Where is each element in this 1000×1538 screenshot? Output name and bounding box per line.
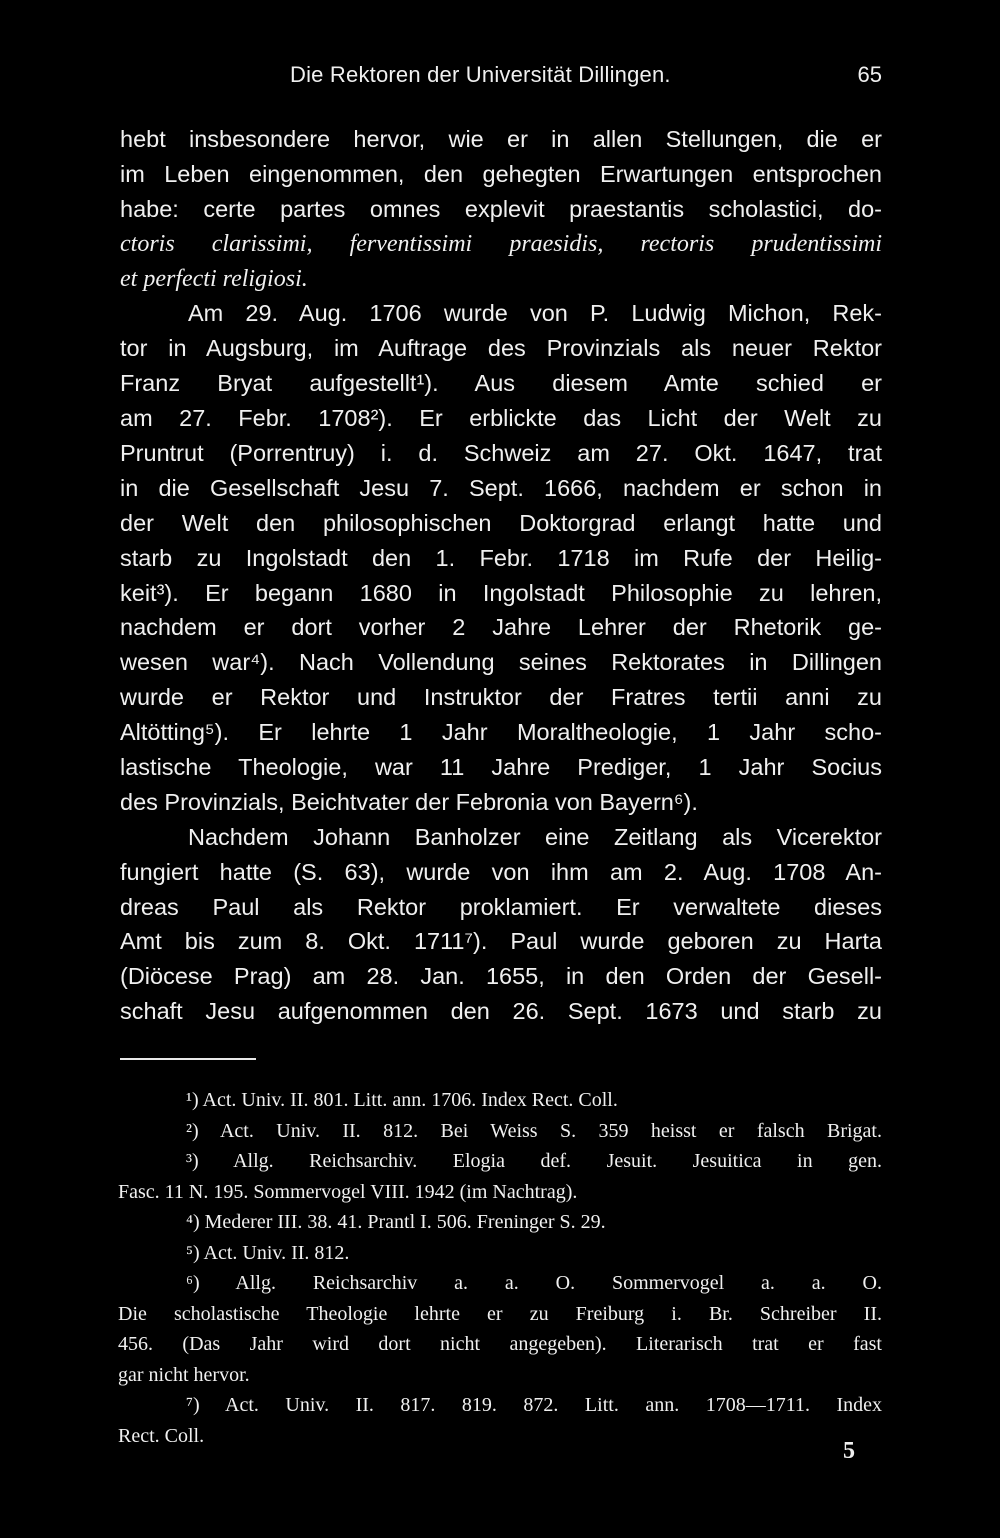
running-title: Die Rektoren der Universität Dillingen. <box>290 62 671 87</box>
footnote-line: ⁴) Mederer III. 38. 41. Prantl I. 506. Freninger S. 29. <box>186 1211 606 1233</box>
footnote-line: ¹) Act. Univ. II. 801. Litt. ann. 1706. Index Rect. Coll. <box>186 1089 618 1111</box>
body-line: Franz Bryat aufgestellt¹). Aus diesem Amte schied er <box>120 370 882 397</box>
footnote-line: ²) Act. Univ. II. 812. Bei Weiss S. 359 heisst er falsch Brigat. <box>186 1119 882 1142</box>
body-line: Am 29. Aug. 1706 wurde von P. Ludwig Michon, Rek- <box>188 300 882 327</box>
body-line: dreas Paul als Rektor proklamiert. Er verwaltete dieses <box>120 893 882 920</box>
body-line: wurde er Rektor und Instruktor der Fratres tertii anni zu <box>120 684 882 711</box>
body-line: im Leben eingenommen, den gehegten Erwartungen entsprochen <box>120 160 882 187</box>
page-number: 65 <box>857 62 882 87</box>
footnote-line: Die scholastische Theologie lehrte er zu Freiburg i. Br. Schreiber II. <box>118 1302 882 1325</box>
footnote-line: ⁷) Act. Univ. II. 817. 819. 872. Litt. ann. 1708—1711. Index <box>186 1394 882 1416</box>
footnote-line: ³) Allg. Reichsarchiv. Elogia def. Jesuit. Jesuitica in gen. <box>186 1150 882 1172</box>
body-line: am 27. Febr. 1708²). Er erblickte das Licht der Welt zu <box>120 405 882 432</box>
footnote-line: ⁵) Act. Univ. II. 812. <box>186 1241 350 1264</box>
body-line: ctoris clarissimi, ferventissimi praesidis, rectoris prudentissimi <box>120 230 882 257</box>
signature-mark: 5 <box>843 1438 855 1464</box>
body-line: et perfecti religiosi. <box>120 265 308 292</box>
body-line: tor in Augsburg, im Auftrage des Provinzials als neuer Rektor <box>120 335 882 362</box>
footnote-line: 456. (Das Jahr wird dort nicht angegeben). Literarisch trat er fast <box>118 1333 882 1355</box>
body-line: Nachdem Johann Banholzer eine Zeitlang als Vicerektor <box>188 823 882 850</box>
body-line: hebt insbesondere hervor, wie er in allen Stellungen, die er <box>120 126 882 152</box>
body-line: schaft Jesu aufgenommen den 26. Sept. 1673 und starb zu <box>120 998 882 1025</box>
body-line: fungiert hatte (S. 63), wurde von ihm am 2. Aug. 1708 An- <box>120 858 882 885</box>
body-line: Altötting⁵). Er lehrte 1 Jahr Moraltheologie, 1 Jahr scho- <box>120 719 882 746</box>
footnote-line: Fasc. 11 N. 195. Sommervogel VIII. 1942 (im Nachtrag). <box>118 1180 578 1203</box>
body-text <box>120 122 882 1029</box>
body-line: starb zu Ingolstadt den 1. Febr. 1718 im Rufe der Heilig- <box>120 544 882 571</box>
page-header <box>120 62 882 102</box>
body-line: habe: certe partes omnes explevit praestantis scholastici, do- <box>120 195 882 222</box>
body-line: Pruntrut (Porrentruy) i. d. Schweiz am 27. Okt. 1647, trat <box>120 440 882 467</box>
footnote-line: Rect. Coll. <box>118 1424 205 1447</box>
footnote-separator-rule <box>120 1058 256 1060</box>
footnote-line: gar nicht hervor. <box>118 1363 250 1386</box>
body-line: nachdem er dort vorher 2 Jahre Lehrer der Rhetorik ge- <box>120 614 882 641</box>
footnote-line: ⁶) Allg. Reichsarchiv a. a. O. Sommervogel a. a. O. <box>186 1272 882 1294</box>
body-line: lastische Theologie, war 11 Jahre Prediger, 1 Jahr Socius <box>120 754 882 781</box>
body-line: des Provinzials, Beichtvater der Febronia von Bayern⁶). <box>120 788 698 815</box>
body-line: Amt bis zum 8. Okt. 1711⁷). Paul wurde geboren zu Harta <box>120 928 882 955</box>
footnotes <box>118 1085 882 1451</box>
body-line: der Welt den philosophischen Doktorgrad erlangt hatte und <box>120 509 882 536</box>
body-line: (Diöcese Prag) am 28. Jan. 1655, in den Orden der Gesell- <box>120 963 882 990</box>
body-line: in die Gesellschaft Jesu 7. Sept. 1666, nachdem er schon in <box>120 474 882 501</box>
body-line: keit³). Er begann 1680 in Ingolstadt Philosophie zu lehren, <box>120 579 882 606</box>
body-line: wesen war⁴). Nach Vollendung seines Rektorates in Dillingen <box>120 649 882 676</box>
